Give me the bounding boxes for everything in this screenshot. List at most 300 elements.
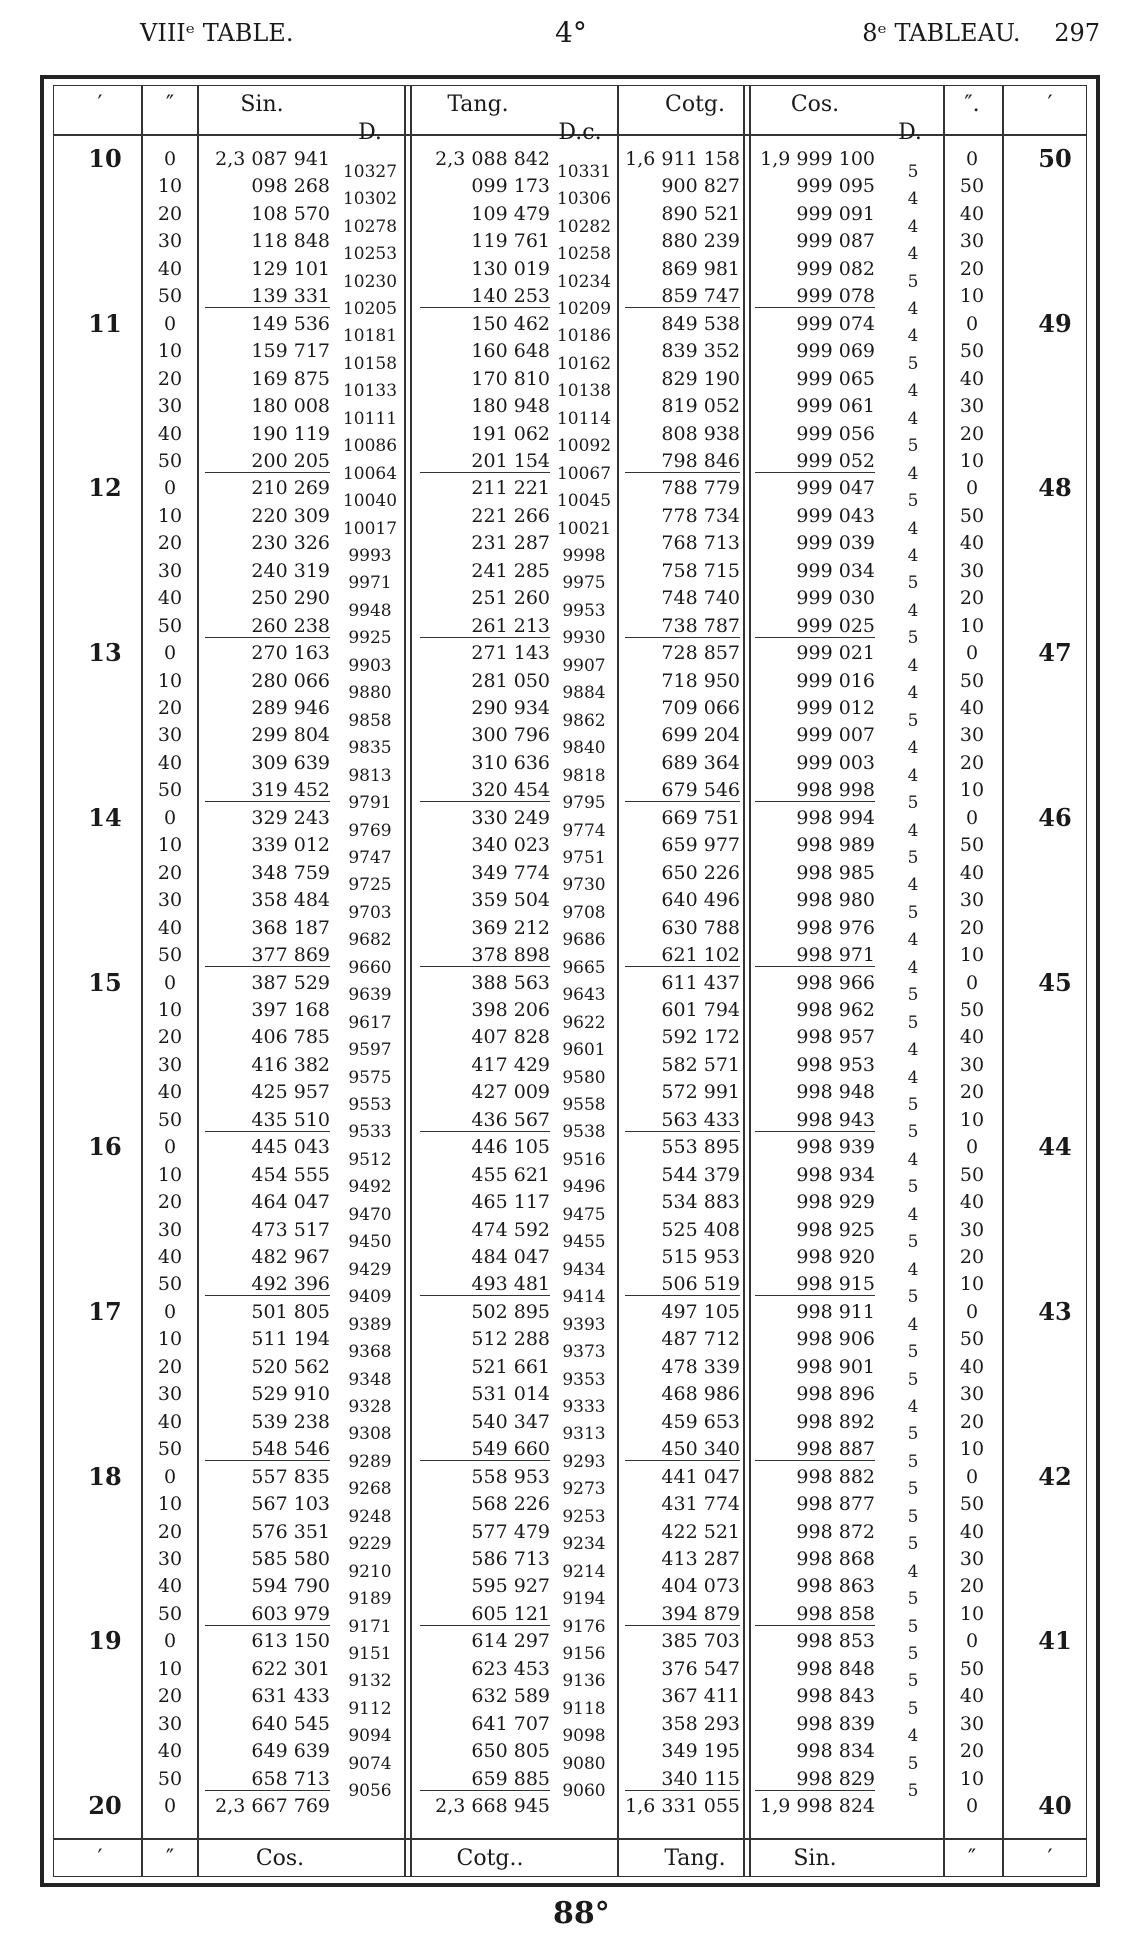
second-value: 50 [157,1438,183,1461]
second-value: 50 [157,1602,183,1625]
tang-value: 2,3 668 945 [435,1795,550,1817]
tang-value: 623 453 [471,1657,550,1680]
cotg-value: 572 991 [661,1081,740,1104]
col-foot-minute-right: ′ [1047,1846,1053,1871]
minute-label: 19 [88,1626,122,1656]
cos-value: 998 858 [755,1603,875,1626]
cotg-value: 699 204 [661,724,740,747]
diff-tang-cotg: 10306 [556,189,612,210]
col-divider-1 [141,85,143,1877]
diff-sin: 9971 [348,573,392,594]
diff-tang-cotg: 9353 [562,1369,606,1390]
sin-value: 118 848 [251,230,330,253]
col-head-tang: Tang. [447,92,509,117]
tang-value: 349 774 [471,861,550,884]
second-value-right: 0 [965,971,979,994]
cotg-value: 829 190 [661,367,740,390]
cotg-value: 601 794 [661,998,740,1021]
sin-value: 529 910 [251,1383,330,1406]
sin-value: 613 150 [251,1630,330,1653]
minute-label: 20 [88,1791,122,1820]
second-value: 40 [157,1081,183,1104]
diff-cos: 4 [907,463,919,484]
diff-cos: 5 [907,353,919,374]
diff-cos: 5 [907,710,919,731]
diff-tang-cotg: 9273 [562,1479,606,1500]
second-value-right: 40 [959,1355,985,1378]
diff-tang-cotg: 10067 [556,463,612,484]
second-value-right: 0 [965,477,979,500]
tang-value: 465 117 [471,1191,550,1214]
diff-cos: 5 [907,1451,919,1472]
cotg-value: 679 546 [625,779,740,802]
diff-sin: 9903 [348,655,392,676]
cos-value: 998 839 [796,1712,875,1735]
cos-value: 999 074 [796,312,875,335]
cotg-value: 515 953 [661,1246,740,1268]
tang-value: 201 154 [420,450,550,473]
diff-sin: 10040 [342,491,398,512]
cotg-value: 404 073 [661,1575,740,1598]
col-head-minute: ′ [97,92,103,117]
second-value: 10 [157,669,183,692]
diff-tang-cotg: 9333 [562,1396,606,1417]
cos-value: 998 998 [755,779,875,802]
sin-value: 464 047 [251,1191,330,1214]
diff-cos: 5 [907,1534,919,1555]
second-value: 30 [157,1712,183,1735]
col-divider-4 [617,85,619,1877]
cos-value: 998 957 [796,1026,875,1049]
tang-value: 659 885 [420,1768,550,1791]
cos-value: 999 069 [796,340,875,363]
second-value-right: 40 [959,1685,985,1708]
diff-tang-cotg: 9253 [562,1506,606,1527]
diff-tang-cotg: 9774 [562,820,606,841]
col-head-second-right: ″. [964,92,980,117]
tang-value: 531 014 [471,1383,550,1406]
second-value: 50 [157,449,183,472]
col-head-dc: D.c. [558,120,602,145]
second-value: 10 [157,340,183,363]
cos-value: 998 948 [796,1081,875,1104]
cotg-value: 413 287 [661,1547,740,1570]
sin-value: 098 268 [251,175,330,198]
second-value-right: 20 [959,1575,985,1598]
diff-sin: 9597 [348,1040,392,1061]
second-value-right: 40 [959,1026,985,1049]
cos-value: 998 892 [796,1410,875,1433]
cotg-value: 880 239 [661,230,740,253]
second-value-right: 30 [959,230,985,253]
cos-value: 999 003 [796,751,875,774]
diff-tang-cotg: 10092 [556,436,612,457]
sin-value: 319 452 [205,779,330,802]
sin-value: 640 545 [251,1712,330,1735]
second-value: 0 [163,148,177,170]
sin-value: 548 546 [205,1438,330,1461]
cotg-value: 849 538 [661,312,740,335]
diff-tang-cotg: 9622 [562,1012,606,1033]
diff-cos: 4 [907,381,919,402]
col-head-minute-right: ′ [1047,92,1053,117]
second-value: 0 [163,971,177,994]
diff-tang-cotg: 10162 [556,353,612,374]
diff-sin: 9492 [348,1177,392,1198]
tang-value: 586 713 [471,1547,550,1570]
diff-tang-cotg: 9496 [562,1177,606,1198]
tang-value: 540 347 [471,1410,550,1433]
diff-tang-cotg: 9558 [562,1095,606,1116]
second-value: 30 [157,1383,183,1406]
col-foot-cotg: Cotg.. [456,1846,524,1871]
col-divider-7 [1002,85,1004,1877]
second-value: 20 [157,367,183,390]
cos-value: 998 906 [796,1328,875,1351]
second-value-right: 50 [959,175,985,198]
cotg-value: 340 115 [625,1768,740,1791]
cos-value: 998 848 [796,1657,875,1680]
cotg-value: 544 379 [661,1163,740,1186]
diff-tang-cotg: 9118 [562,1698,606,1719]
cotg-value: 450 340 [625,1438,740,1461]
sin-value: 585 580 [251,1547,330,1570]
diff-cos: 4 [907,216,919,237]
cotg-value: 376 547 [661,1657,740,1680]
second-value: 0 [163,1136,177,1159]
diff-tang-cotg: 9516 [562,1149,606,1170]
second-value: 10 [157,834,183,857]
diff-tang-cotg: 9795 [562,793,606,814]
diff-tang-cotg: 10114 [556,408,612,429]
diff-cos: 5 [907,436,919,457]
minute-label: 14 [88,802,122,832]
tang-value: 641 707 [471,1712,550,1735]
tang-value: 521 661 [471,1355,550,1378]
diff-cos: 5 [907,1698,919,1719]
diff-tang-cotg: 9580 [562,1067,606,1088]
cos-value: 998 943 [755,1109,875,1132]
diff-tang-cotg: 9538 [562,1122,606,1143]
diff-cos: 4 [907,518,919,539]
diff-cos: 4 [907,600,919,621]
diff-tang-cotg: 9293 [562,1451,606,1472]
diff-sin: 9660 [348,957,392,978]
tang-value: 474 592 [471,1218,550,1241]
second-value: 40 [157,1740,183,1763]
diff-cos: 5 [907,1122,919,1143]
diff-sin: 9533 [348,1122,392,1143]
cos-value: 998 863 [796,1575,875,1598]
diff-tang-cotg: 9373 [562,1342,606,1363]
second-value: 0 [163,1795,177,1817]
col-head-second: ″ [165,92,175,117]
second-value: 0 [163,806,177,829]
cos-value: 998 853 [796,1630,875,1653]
sin-value: 180 008 [251,395,330,418]
diff-tang-cotg: 10282 [556,216,612,237]
second-value: 10 [157,1493,183,1516]
diff-tang-cotg: 9434 [562,1259,606,1280]
second-value: 20 [157,861,183,884]
cos-value: 998 994 [796,806,875,829]
complement-degree: 88° [553,1896,610,1931]
second-value-right: 0 [965,312,979,335]
diff-cos: 4 [907,1149,919,1170]
second-value-right: 50 [959,998,985,1021]
cotg-value: 748 740 [661,587,740,610]
diff-tang-cotg: 9393 [562,1314,606,1335]
diff-sin: 10111 [342,408,398,429]
second-value-right: 20 [959,916,985,939]
diff-cos: 4 [907,189,919,210]
cos-value: 999 025 [755,615,875,638]
second-value-right: 20 [959,587,985,610]
diff-tang-cotg: 10045 [556,491,612,512]
cos-value: 998 868 [796,1547,875,1570]
sin-value: 339 012 [251,834,330,857]
sin-value: 289 946 [251,697,330,719]
second-value-right: 10 [959,614,985,637]
sin-value: 2,3 087 941 [215,148,330,170]
second-value: 30 [157,559,183,582]
second-value-right: 20 [959,1410,985,1433]
diff-tang-cotg: 9455 [562,1232,606,1253]
diff-sin: 9368 [348,1342,392,1363]
tang-value: 261 213 [420,615,550,638]
second-value: 0 [163,1465,177,1488]
second-value-right: 10 [959,1273,985,1296]
tang-value: 310 636 [471,751,550,774]
diff-sin: 9429 [348,1259,392,1280]
second-value: 40 [157,422,183,445]
diff-sin: 10327 [342,161,398,182]
cotg-value: 768 713 [661,532,740,555]
diff-tang-cotg: 9708 [562,902,606,923]
second-value: 10 [157,1328,183,1351]
tang-value: 455 621 [471,1163,550,1186]
cotg-value: 349 195 [661,1740,740,1763]
second-value: 20 [157,1520,183,1543]
diff-sin: 9094 [348,1726,392,1747]
diff-sin: 10017 [342,518,398,539]
sin-value: 2,3 667 769 [215,1795,330,1817]
diff-sin: 9470 [348,1204,392,1225]
diff-sin: 9993 [348,546,392,567]
second-value: 0 [163,477,177,500]
diff-cos: 5 [907,1753,919,1774]
diff-cos: 4 [907,1259,919,1280]
sin-value: 603 979 [205,1603,330,1626]
tang-value: 378 898 [420,944,550,967]
tang-value: 130 019 [471,257,550,280]
tang-value: 446 105 [471,1136,550,1159]
second-value: 40 [157,1410,183,1433]
minute-label: 17 [88,1296,122,1326]
second-value: 10 [157,504,183,527]
cotg-value: 358 293 [661,1712,740,1735]
diff-cos: 4 [907,1314,919,1335]
second-value-right: 20 [959,751,985,774]
diff-cos: 4 [907,820,919,841]
col-head-cos: Cos. [790,92,840,117]
cos-value: 998 929 [796,1191,875,1214]
cotg-value: 431 774 [661,1493,740,1516]
cos-value: 998 882 [796,1465,875,1488]
diff-sin: 9268 [348,1479,392,1500]
tang-value: 109 479 [471,202,550,225]
cotg-value: 728 857 [661,642,740,665]
second-value: 30 [157,230,183,253]
minute-label-right: 40 [1038,1791,1072,1820]
diff-tang-cotg: 9953 [562,600,606,621]
cos-value: 998 901 [796,1355,875,1378]
cotg-value: 441 047 [661,1465,740,1488]
cos-value: 998 980 [796,889,875,912]
cos-value: 999 021 [796,642,875,665]
diff-tang-cotg: 9818 [562,765,606,786]
cos-value: 998 872 [796,1520,875,1543]
second-value: 0 [163,642,177,665]
second-value: 20 [157,1685,183,1708]
sin-value: 501 805 [251,1300,330,1323]
cos-value: 999 034 [796,559,875,582]
minute-label: 13 [88,638,122,668]
diff-cos: 5 [907,1589,919,1610]
second-value-right: 10 [959,1602,985,1625]
cos-value: 1,9 999 100 [760,148,875,170]
second-value: 50 [157,779,183,802]
cos-value: 999 082 [796,257,875,280]
sin-value: 622 301 [251,1657,330,1680]
cotg-value: 497 105 [661,1300,740,1323]
sin-value: 425 957 [251,1081,330,1104]
diff-sin: 9409 [348,1287,392,1308]
diff-cos: 5 [907,1616,919,1637]
tang-value: 241 285 [471,559,550,582]
second-value-right: 30 [959,1218,985,1241]
second-value: 40 [157,1575,183,1598]
cos-value: 999 078 [755,285,875,308]
sin-value: 594 790 [251,1575,330,1598]
cotg-value: 689 364 [661,751,740,774]
second-value-right: 20 [959,422,985,445]
tang-value: 300 796 [471,724,550,747]
col-head-cotg: Cotg. [665,92,725,117]
diff-cos: 5 [907,573,919,594]
diff-tang-cotg: 9194 [562,1589,606,1610]
second-value-right: 50 [959,1328,985,1351]
diff-cos: 5 [907,1369,919,1390]
col-foot-second-right: ″ [967,1846,977,1871]
tang-value: 436 567 [420,1109,550,1132]
diff-cos: 5 [907,1479,919,1500]
tang-value: 417 429 [471,1053,550,1076]
second-value-right: 30 [959,724,985,747]
diff-cos: 5 [907,1232,919,1253]
cos-value: 998 939 [796,1136,875,1159]
second-value-right: 0 [965,642,979,665]
minute-label-right: 45 [1038,967,1072,997]
tang-value: 650 805 [471,1740,550,1763]
sin-value: 557 835 [251,1465,330,1488]
cotg-value: 468 986 [661,1383,740,1406]
second-value-right: 10 [959,1108,985,1131]
second-value-right: 20 [959,1740,985,1763]
second-value-right: 40 [959,367,985,390]
col-foot-minute: ′ [97,1846,103,1871]
cotg-value: 808 938 [661,422,740,445]
sin-value: 210 269 [251,477,330,500]
diff-cos: 5 [907,1644,919,1665]
sin-value: 260 238 [205,615,330,638]
sin-value: 649 639 [251,1740,330,1763]
diff-tang-cotg: 9176 [562,1616,606,1637]
diff-cos: 5 [907,902,919,923]
cotg-value: 582 571 [661,1053,740,1076]
cotg-value: 367 411 [661,1685,740,1708]
second-value-right: 10 [959,1767,985,1790]
cotg-value: 839 352 [661,340,740,363]
cos-value: 999 043 [796,504,875,527]
diff-tang-cotg: 9840 [562,738,606,759]
cotg-value: 819 052 [661,395,740,418]
tang-value: 605 121 [420,1603,550,1626]
cotg-value: 621 102 [625,944,740,967]
minute-label: 15 [88,967,122,997]
second-value: 20 [157,202,183,225]
tang-value: 502 895 [471,1300,550,1323]
tang-value: 427 009 [471,1081,550,1104]
diff-tang-cotg: 10209 [556,298,612,319]
diff-sin: 10205 [342,298,398,319]
cos-value: 999 016 [796,669,875,692]
minute-label: 18 [88,1461,122,1491]
col-head-d2: D. [898,120,922,145]
diff-cos: 5 [907,271,919,292]
cotg-value: 534 883 [661,1191,740,1214]
tang-value: 632 589 [471,1685,550,1708]
cos-value: 998 896 [796,1383,875,1406]
diff-sin: 10064 [342,463,398,484]
tang-value: 2,3 088 842 [435,148,550,170]
second-value-right: 0 [965,1795,979,1817]
diff-sin: 9056 [348,1781,392,1802]
tang-value: 211 221 [471,477,550,500]
minute-label-right: 43 [1038,1296,1072,1326]
diff-sin: 9112 [348,1698,392,1719]
diff-tang-cotg: 9751 [562,847,606,868]
diff-sin: 9925 [348,628,392,649]
diff-tang-cotg: 9060 [562,1781,606,1802]
tang-value: 568 226 [471,1493,550,1516]
cotg-value: 478 339 [661,1355,740,1378]
tang-value: 170 810 [471,367,550,390]
second-value: 10 [157,175,183,198]
diff-sin: 9308 [348,1424,392,1445]
tang-value: 281 050 [471,669,550,692]
diff-tang-cotg: 9975 [562,573,606,594]
cotg-value: 630 788 [661,916,740,939]
diff-cos: 4 [907,683,919,704]
diff-cos: 4 [907,765,919,786]
sin-value: 416 382 [251,1053,330,1076]
diff-tang-cotg: 9214 [562,1561,606,1582]
diff-cos: 4 [907,408,919,429]
diff-tang-cotg: 9998 [562,546,606,567]
diff-sin: 9328 [348,1396,392,1417]
cos-value: 999 061 [796,395,875,418]
